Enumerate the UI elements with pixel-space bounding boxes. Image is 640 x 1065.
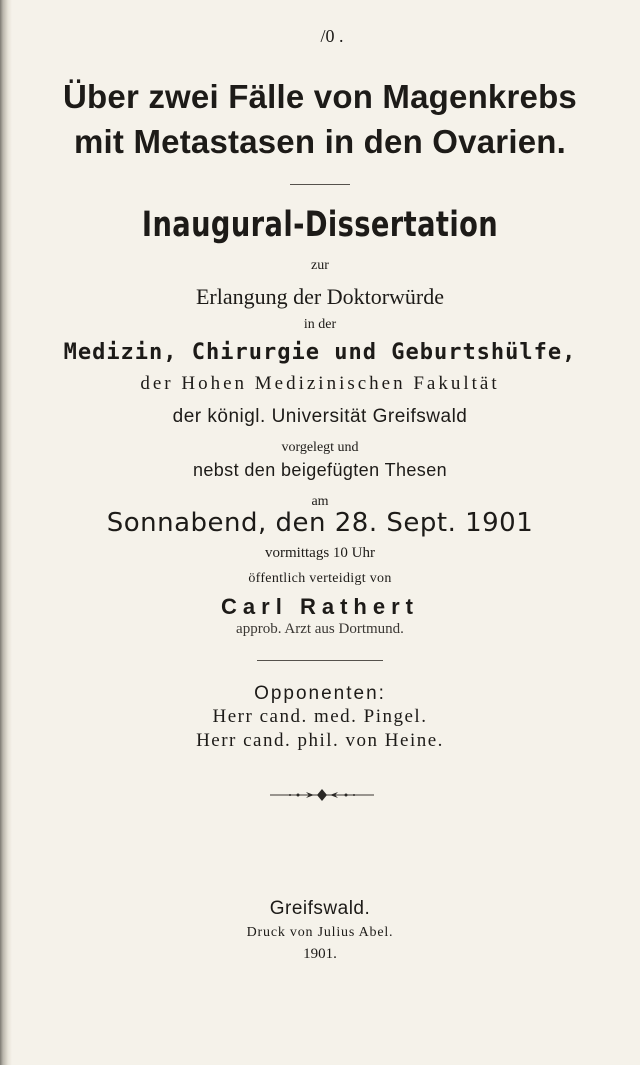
in-der-text: in der (303, 317, 337, 332)
divider-rule-middle (257, 660, 383, 661)
university-name: der königl. Universität Greifswald (172, 406, 468, 427)
page-mark: /0 . (320, 26, 344, 46)
imprint-city: Greifswald. (269, 898, 371, 919)
imprint-printer: Druck von Julius Abel. (246, 925, 394, 940)
faculty-name: der Hohen Medizinischen Fakultät (140, 373, 500, 394)
title-line-2: mit Metastasen in den Ovarien. (74, 123, 566, 160)
erlangung-text: Erlangung der Doktorwürde (195, 284, 445, 309)
thesen-text: nebst den beigefügten Thesen (192, 460, 448, 480)
vorgelegt-text: vorgelegt und (281, 440, 359, 455)
defense-date: Sonnabend, den 28. Sept. 1901 (106, 508, 534, 538)
divider-rule-top (290, 184, 350, 185)
defense-time: vormittags 10 Uhr (265, 545, 375, 561)
opponent-2: Herr cand. phil. von Heine. (196, 730, 444, 751)
author-info: approb. Arzt aus Dortmund. (236, 621, 404, 637)
opponent-1: Herr cand. med. Pingel. (212, 706, 428, 727)
ornament-divider-icon (270, 785, 374, 805)
opponents-heading: Opponenten: (254, 683, 386, 704)
dissertation-heading: Inaugural-Dissertation (141, 205, 499, 245)
title-line-1: Über zwei Fälle von Magenkrebs (63, 78, 577, 115)
am-text: am (311, 494, 329, 509)
author-name: Carl Rathert (221, 594, 419, 619)
zur-text: zur (311, 258, 329, 273)
faculty-subject: Medizin, Chirurgie und Geburtshülfe, (63, 340, 577, 365)
defended-by-text: öffentlich verteidigt von (248, 571, 392, 586)
imprint-year: 1901. (303, 946, 337, 962)
